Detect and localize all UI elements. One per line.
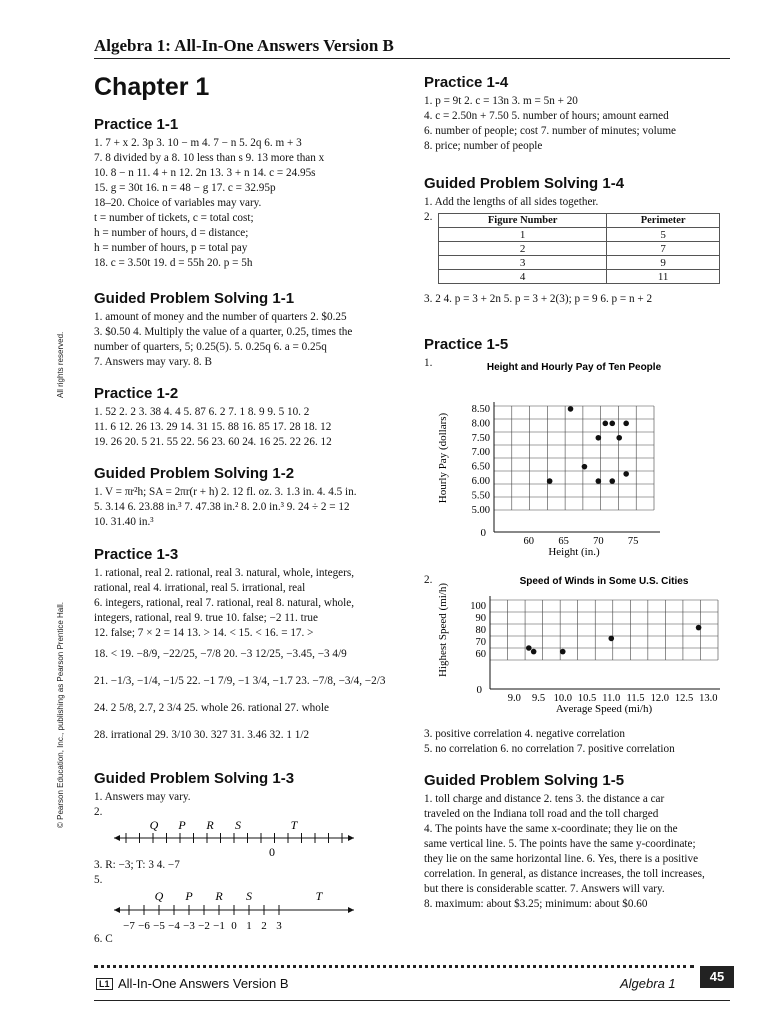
nl2-label-q: Q	[154, 889, 164, 903]
data-point	[616, 435, 622, 441]
data-point	[696, 625, 702, 631]
nl2-label-r: R	[215, 889, 223, 903]
page-number: 45	[700, 966, 734, 988]
x-tick-label: 65	[558, 536, 569, 547]
gps-1-4: Guided Problem Solving 1-4 1. Add the lengths of all sides together. 2. Figure Number Perimeter 1 5 2 7 3 9 4 11 3. 2 4. p = 3 + 2n 5. p = 3 + 2(3); p = 9 6. p = n + 2	[424, 175, 720, 307]
y-tick-label: 100	[470, 601, 486, 612]
x-tick-label: 60	[523, 536, 535, 547]
gps-1-2: Guided Problem Solving 1-2 1. V = πr²h; SA = 2πr(r + h) 2. 12 fl. oz. 3. 1.3 in. 4. 4.5 in. 5. 3.14 6. 23.88 in.³ 7. 47.38 in.² 8. 2.0 in.³ 9. 24 ÷ 2 = 12 10. 31.40 in.³	[94, 465, 357, 528]
x-tick-label: 11.0	[602, 693, 621, 704]
header-rule	[94, 58, 730, 59]
x-tick-label: 12.0	[650, 693, 669, 704]
y-tick-label: 7.00	[471, 447, 490, 459]
nl2-tick-label: 2	[261, 920, 267, 932]
x-tick-label: 13.0	[699, 693, 718, 704]
nl1-label-r: R	[206, 820, 214, 832]
height-pay-scatter	[430, 358, 720, 563]
data-point	[531, 649, 537, 655]
practice-1-5: Practice 1-5 1.	[424, 336, 509, 369]
chart-title: Speed of Winds in Some U.S. Cities	[519, 576, 689, 587]
nl2-label-t: T	[315, 889, 323, 903]
gps-1-5: Guided Problem Solving 1-5 1. toll charge and distance 2. tens 3. the distance a car traveled on the Indiana toll road and the toll charged 4. The points have the same x-coordinate; they lie on the same vertical line. 5. The points have the same y-coordinate; they lie on the same horizontal line. 6. Yes, there is a positive correlation. In general, as distance increases, the toll increases, but there is considerable scatter. 7. Answers will vary. 8. maximum: about $3.25; minimum: about $0.60	[424, 772, 705, 910]
nl2-tick-label: −3	[183, 920, 195, 932]
nl2-tick-label: 0	[231, 920, 237, 932]
gps-1-3: Guided Problem Solving 1-3 1. Answers may vary. 2. Q P R S T 0 3. R: −3; T: 3 4. −7 5. Q P R S T −7 −6 −5 −4 −3 −2 −1 0 1 2 3 6. C	[94, 770, 394, 947]
number-line-2	[114, 888, 374, 932]
y-tick-label: 6.50	[471, 461, 490, 473]
nl2-label-s: S	[246, 889, 252, 903]
y-tick-label: 5.00	[471, 505, 490, 516]
nl1-label-q: Q	[149, 820, 159, 832]
copyright-note: © Pearson Education, Inc., publishing as Pearson Prentice Hall.	[56, 601, 65, 828]
data-point	[596, 478, 602, 484]
practice-1-2: Practice 1-2 1. 52 2. 2 3. 38 4. 4 5. 87 6. 2 7. 1 8. 9 9. 5 10. 2 11. 6 12. 26 13. 29 14. 31 15. 88 16. 85 17. 28 18. 12 19. 26 20. 5 21. 55 22. 56 23. 60 24. 16 25. 22 26. 12	[94, 385, 332, 448]
practice-1-1: Practice 1-1 1. 7 + x 2. 3p 3. 10 − m 4. 7 − n 5. 2q 6. m + 3 7. 8 divided by a 8. 10 less than s 9. 13 more than x 10. 8 − n 11. 4 + n 12. 2n 13. 3 + n 14. c = 24.95s 15. g = 30t 16. n = 48 − g 17. c = 32.95p 18–20. Choice of variables may vary. t = number of tickets, c = total cost; h = number of hours, d = distance; h = number of hours, p = total pay 18. c = 3.50t 19. d = 55h 20. p = 5h	[94, 116, 325, 269]
data-point	[568, 406, 574, 412]
data-point	[608, 636, 614, 642]
x-tick-label: 75	[627, 536, 639, 547]
x-tick-label: 11.5	[626, 693, 645, 704]
data-point	[609, 478, 615, 484]
data-point	[560, 649, 566, 655]
y-tick-label: 7.50	[471, 432, 490, 444]
x-tick-label: 70	[593, 536, 604, 547]
running-header: Algebra 1: All-In-One Answers Version B	[94, 36, 394, 55]
x-tick-label: 9.0	[507, 693, 521, 704]
origin-label: 0	[480, 527, 486, 539]
wind-speed-scatter	[430, 572, 720, 720]
level-mark: L1	[96, 978, 113, 990]
chapter-title: Chapter 1	[94, 73, 210, 101]
data-point	[596, 435, 602, 441]
y-tick-label: 8.50	[471, 403, 490, 415]
nl2-label-p: P	[185, 889, 193, 903]
number-line-1	[114, 820, 374, 858]
y-tick-label: 90	[475, 613, 486, 624]
y-axis-label: Hourly Pay (dollars)	[437, 412, 449, 504]
footer-left: All-In-One Answers Version B	[118, 976, 289, 991]
nl1-label-s: S	[235, 820, 241, 832]
nl1-label-p: P	[178, 820, 186, 832]
nl2-tick-label: −7	[123, 920, 135, 932]
nl2-tick-label: 1	[246, 920, 252, 932]
data-point	[582, 464, 588, 470]
rights-note: All rights reserved.	[56, 331, 65, 398]
nl2-tick-label: −4	[168, 920, 180, 932]
x-axis-label: Height (in.)	[548, 546, 600, 558]
y-tick-label: 60	[475, 649, 486, 660]
x-tick-label: 10.0	[553, 693, 572, 704]
data-point	[609, 421, 615, 427]
nl2-tick-label: −1	[213, 920, 225, 932]
x-axis-label: Average Speed (mi/h)	[555, 703, 653, 715]
footer-rule	[94, 1000, 730, 1001]
perimeter-table: Figure Number Perimeter 1 5 2 7 3 9 4 11	[438, 213, 720, 284]
data-point	[623, 421, 629, 427]
y-tick-label: 80	[475, 625, 486, 636]
x-tick-label: 12.5	[674, 693, 694, 704]
footer-right: Algebra 1	[620, 976, 676, 991]
footer-dots	[94, 965, 694, 968]
nl2-tick-label: 3	[276, 920, 282, 932]
nl1-zero: 0	[269, 845, 275, 858]
y-tick-label: 6.00	[471, 476, 490, 488]
nl2-tick-label: −5	[153, 920, 165, 932]
gps-1-1: Guided Problem Solving 1-1 1. amount of money and the number of quarters 2. $0.25 3. $0.50 4. Multiply the value of a quarter, 0.25, times the number of quarters, 5; 0.25(5). 5. 0.25q 6. a = 0.25q 7. Answers may vary. 8. B	[94, 290, 353, 368]
nl2-tick-label: −2	[198, 920, 210, 932]
practice-1-5-answers: 3. positive correlation 4. negative correlation 5. no correlation 6. no correlation 7. positive correlation	[424, 728, 675, 755]
practice-1-3: Practice 1-3 1. rational, real 2. rational, real 3. natural, whole, integers, rational, real 4. irrational, real 5. irrational, real 6. integers, rational, real 7. rational, real 8. natural, whole, integers, rational, real 9. true 10. false; −2 11. true 12. false; 7 × 2 = 14 13. > 14. < 15. < 16. = 17. > 18. < 19. −8/9, −22/25, −7/8 20. −3 12/25, −3.45, −3 4/9 21. −1/3, −1/4, −1/5 22. −1 7/9, −1 3/4, −1.7 23. −7/8, −3/4, −2/3 24. 2 5/8, 2.7, 2 3/4 25. whole 26. rational 27. whole 28. irrational 29. 3/10 30. 327 31. 3.46 32. 1 1/2	[94, 546, 386, 741]
origin-label: 0	[476, 684, 482, 696]
practice-1-4: Practice 1-4 1. p = 9t 2. c = 13n 3. m = 5n + 20 4. c = 2.50n + 7.50 5. number of hours; amount earned 6. number of people; cost 7. number of minutes; volume 8. price; number of people	[424, 74, 676, 152]
y-tick-label: 70	[475, 637, 486, 648]
x-tick-label: 9.5	[531, 693, 546, 704]
chart-title: Height and Hourly Pay of Ten People	[486, 362, 662, 373]
data-point	[603, 421, 609, 427]
data-point	[623, 471, 629, 477]
nl1-label-t: T	[290, 820, 298, 832]
y-axis-label: Highest Speed (mi/h)	[437, 582, 449, 678]
y-tick-label: 5.50	[471, 490, 490, 502]
nl2-tick-label: −6	[138, 920, 150, 932]
data-point	[547, 478, 553, 484]
data-point	[526, 645, 532, 651]
y-tick-label: 8.00	[471, 418, 490, 430]
x-tick-label: 10.5	[577, 693, 597, 704]
